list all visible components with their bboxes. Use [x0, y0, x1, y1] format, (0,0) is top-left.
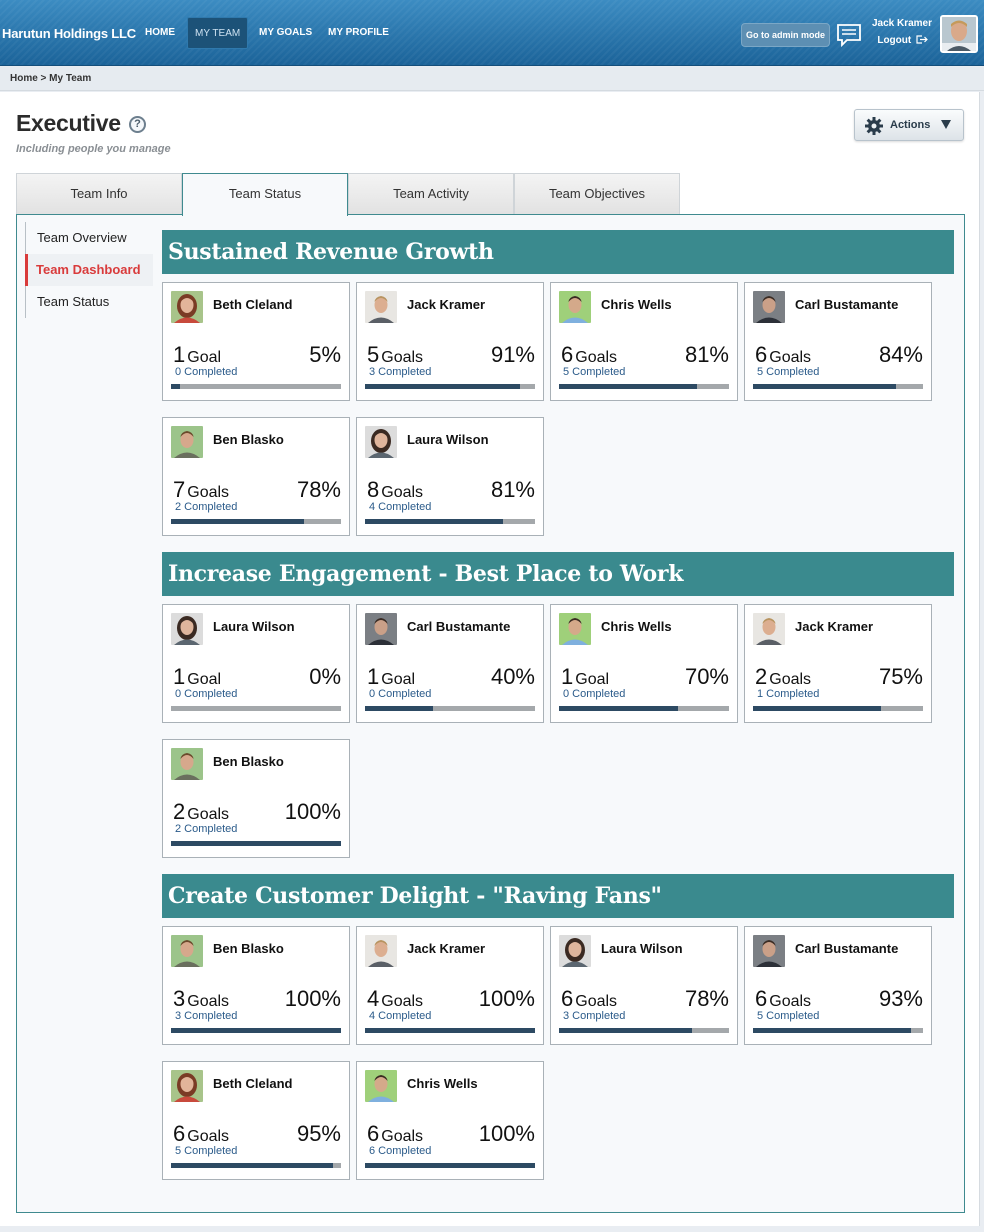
goal-count-number: 6 [367, 1121, 380, 1146]
member-name[interactable]: Carl Bustamante [795, 297, 899, 312]
goal-percent: 70% [684, 664, 729, 689]
completed-count[interactable]: 3 Completed [369, 366, 432, 378]
member-name[interactable]: Laura Wilson [601, 941, 683, 956]
member-goal-card[interactable] [162, 417, 350, 536]
goal-percent: 0% [309, 664, 341, 689]
section-header: Increase Engagement - Best Place to Work [162, 552, 954, 596]
member-name[interactable]: Ben Blasko [213, 941, 284, 956]
completed-count[interactable]: 0 Completed [563, 688, 626, 700]
completed-count[interactable]: 0 Completed [369, 688, 432, 700]
progress-fill [559, 706, 678, 711]
member-goal-card[interactable] [162, 604, 350, 723]
brand-name[interactable]: Harutun Holdings LLC [2, 26, 136, 41]
member-goal-card[interactable] [162, 282, 350, 401]
progress-bar [171, 706, 341, 711]
completed-count[interactable]: 2 Completed [175, 823, 238, 835]
logout-link[interactable] [862, 35, 928, 46]
woman-dark-avatar [171, 613, 203, 645]
top-header [0, 0, 984, 66]
goal-count [367, 986, 423, 1012]
progress-bar [171, 1028, 341, 1033]
goal-count-number: 5 [367, 342, 380, 367]
goal-count-word: Goals [381, 993, 424, 1010]
chat-icon[interactable] [836, 22, 862, 48]
goal-percent: 84% [878, 342, 923, 367]
progress-fill [365, 384, 520, 389]
member-name[interactable]: Jack Kramer [795, 619, 874, 634]
member-name[interactable]: Chris Wells [601, 297, 672, 312]
woman-red-avatar [171, 291, 203, 323]
goal-percent: 100% [478, 986, 535, 1011]
completed-count[interactable]: 4 Completed [369, 501, 432, 513]
member-goal-card[interactable] [162, 926, 350, 1045]
actions-label: Actions [890, 119, 931, 131]
goal-percent: 95% [296, 1121, 341, 1146]
goal-percent: 78% [296, 477, 341, 502]
member-name[interactable]: Laura Wilson [213, 619, 295, 634]
user-avatar[interactable] [940, 15, 978, 53]
logout-icon [916, 35, 928, 44]
member-goal-card[interactable] [744, 604, 932, 723]
goal-count-number: 6 [173, 1121, 186, 1146]
member-goal-card[interactable] [744, 926, 932, 1045]
progress-fill [171, 519, 304, 524]
tab-team-activity[interactable]: Team Activity [348, 173, 514, 215]
goal-percent: 75% [878, 664, 923, 689]
member-name[interactable]: Jack Kramer [407, 941, 486, 956]
man-suit-avatar [753, 935, 785, 967]
member-goal-card[interactable] [356, 1061, 544, 1180]
goal-count-word: Goals [769, 993, 812, 1010]
goal-count-word: Goals [187, 1128, 230, 1145]
completed-count[interactable]: 5 Completed [175, 1145, 238, 1157]
progress-bar [365, 384, 535, 389]
goal-count [173, 1121, 229, 1147]
member-name[interactable]: Ben Blasko [213, 432, 284, 447]
goal-count [755, 664, 811, 690]
goal-percent: 100% [284, 799, 341, 824]
member-goal-card[interactable] [550, 926, 738, 1045]
completed-count[interactable]: 4 Completed [369, 1010, 432, 1022]
member-goal-card[interactable] [550, 604, 738, 723]
goal-count-word: Goals [381, 349, 424, 366]
help-icon[interactable]: ? [129, 116, 146, 133]
completed-count[interactable]: 0 Completed [175, 366, 238, 378]
member-goal-card[interactable] [550, 282, 738, 401]
completed-count[interactable]: 3 Completed [175, 1010, 238, 1022]
goal-count [173, 477, 229, 503]
progress-bar [365, 706, 535, 711]
progress-bar [559, 384, 729, 389]
goal-percent: 5% [309, 342, 341, 367]
goal-percent: 100% [284, 986, 341, 1011]
goal-count-number: 1 [173, 664, 186, 689]
progress-fill [753, 384, 896, 389]
caret-down-icon [941, 120, 951, 129]
member-goal-card[interactable] [356, 417, 544, 536]
man-green-avatar [171, 935, 203, 967]
goal-count [367, 664, 415, 690]
side-nav [25, 222, 154, 318]
nav-my-profile[interactable]: MY PROFILE [328, 27, 389, 38]
progress-fill [753, 706, 881, 711]
nav-my-goals[interactable]: MY GOALS [259, 27, 313, 38]
man-blond-avatar [365, 291, 397, 323]
progress-fill [365, 706, 433, 711]
progress-fill [171, 384, 180, 389]
member-goal-card[interactable] [162, 739, 350, 858]
progress-fill [171, 1163, 333, 1168]
goal-count-word: Goal [187, 671, 222, 688]
goal-count-number: 6 [561, 342, 574, 367]
progress-bar [559, 706, 729, 711]
completed-count[interactable]: 3 Completed [563, 1010, 626, 1022]
progress-bar [753, 706, 923, 711]
page-title: Executive [16, 110, 121, 136]
goal-count [173, 664, 221, 690]
member-goal-card[interactable] [162, 1061, 350, 1180]
section-header: Create Customer Delight - "Raving Fans" [162, 874, 954, 918]
completed-count[interactable]: 0 Completed [175, 688, 238, 700]
nav-my-team[interactable]: MY TEAM [187, 17, 248, 49]
man-blond-avatar [753, 613, 785, 645]
member-name[interactable]: Chris Wells [407, 1076, 478, 1091]
goal-percent: 78% [684, 986, 729, 1011]
completed-count[interactable]: 6 Completed [369, 1145, 432, 1157]
side-item-team-status[interactable]: Team Status [37, 294, 110, 309]
progress-bar [171, 1163, 341, 1168]
member-name[interactable]: Chris Wells [601, 619, 672, 634]
completed-count[interactable]: 5 Completed [757, 366, 820, 378]
man-blue-avatar [365, 1070, 397, 1102]
progress-fill [365, 519, 503, 524]
goal-count [561, 986, 617, 1012]
member-goal-card[interactable] [356, 604, 544, 723]
tab-team-status[interactable]: Team Status [182, 173, 348, 216]
goal-count-number: 1 [367, 664, 380, 689]
progress-bar [753, 1028, 923, 1033]
tab-team-info[interactable]: Team Info [16, 173, 182, 215]
member-name[interactable]: Carl Bustamante [795, 941, 899, 956]
nav-home[interactable]: HOME [145, 27, 175, 38]
completed-count[interactable]: 1 Completed [757, 688, 820, 700]
man-blue-avatar [559, 613, 591, 645]
goal-count-number: 6 [561, 986, 574, 1011]
progress-bar [171, 384, 341, 389]
progress-fill [171, 841, 341, 846]
member-name[interactable]: Beth Cleland [213, 297, 293, 312]
goal-percent: 81% [684, 342, 729, 367]
man-green-avatar [171, 426, 203, 458]
side-item-team-dashboard[interactable]: Team Dashboard [25, 254, 153, 286]
member-name[interactable]: Laura Wilson [407, 432, 489, 447]
goal-count-word: Goals [769, 671, 812, 688]
member-goal-card[interactable] [356, 282, 544, 401]
goal-count-word: Goals [187, 806, 230, 823]
goal-percent: 81% [490, 477, 535, 502]
goal-count [173, 342, 221, 368]
gear-icon [864, 116, 884, 136]
goal-count-word: Goal [381, 671, 416, 688]
member-name[interactable]: Carl Bustamante [407, 619, 511, 634]
goal-count [561, 342, 617, 368]
goal-count-number: 8 [367, 477, 380, 502]
man-green-avatar [171, 748, 203, 780]
goal-count-number: 2 [173, 799, 186, 824]
logout-label: Logout [877, 35, 912, 46]
breadcrumb-bar [0, 67, 984, 91]
goal-count [755, 342, 811, 368]
progress-bar [559, 1028, 729, 1033]
progress-fill [753, 1028, 911, 1033]
woman-red-avatar [171, 1070, 203, 1102]
member-goal-card[interactable] [744, 282, 932, 401]
progress-fill [559, 1028, 692, 1033]
page-subtitle: Including people you manage [16, 143, 171, 155]
actions-button[interactable] [854, 109, 964, 141]
goal-count-number: 6 [755, 342, 768, 367]
progress-bar [171, 841, 341, 846]
progress-bar [365, 519, 535, 524]
admin-mode-button[interactable]: Go to admin mode [741, 23, 830, 47]
member-name[interactable]: Jack Kramer [407, 297, 486, 312]
goal-count-word: Goals [187, 484, 230, 501]
goal-count [367, 342, 423, 368]
goal-count-number: 2 [755, 664, 768, 689]
goal-percent: 91% [490, 342, 535, 367]
goal-count [755, 986, 811, 1012]
section-header: Sustained Revenue Growth [162, 230, 954, 274]
goal-count [561, 664, 609, 690]
woman-dark-avatar [365, 426, 397, 458]
completed-count[interactable]: 5 Completed [563, 366, 626, 378]
man-suit-avatar [753, 291, 785, 323]
goal-count-word: Goal [187, 349, 222, 366]
breadcrumb[interactable]: Home > My Team [10, 73, 92, 84]
tab-team-objectives[interactable]: Team Objectives [514, 173, 680, 215]
man-blue-avatar [559, 291, 591, 323]
goal-count-word: Goals [769, 349, 812, 366]
goal-count-number: 3 [173, 986, 186, 1011]
goal-count-word: Goals [575, 349, 618, 366]
member-goal-card[interactable] [356, 926, 544, 1045]
completed-count[interactable]: 5 Completed [757, 1010, 820, 1022]
man-blond-avatar [365, 935, 397, 967]
goal-count-number: 1 [173, 342, 186, 367]
goal-count-word: Goal [575, 671, 610, 688]
goal-percent: 40% [490, 664, 535, 689]
goal-count-word: Goals [187, 993, 230, 1010]
side-item-team-overview[interactable]: Team Overview [37, 230, 127, 245]
progress-fill [365, 1028, 535, 1033]
member-name[interactable]: Ben Blasko [213, 754, 284, 769]
member-name[interactable]: Beth Cleland [213, 1076, 293, 1091]
goal-count-number: 4 [367, 986, 380, 1011]
goal-count-number: 1 [561, 664, 574, 689]
progress-bar [171, 519, 341, 524]
goal-count [367, 1121, 423, 1147]
goal-count [367, 477, 423, 503]
user-name[interactable]: Jack Kramer [871, 18, 932, 29]
woman-dark-avatar [559, 935, 591, 967]
progress-bar [753, 384, 923, 389]
goal-count [173, 986, 229, 1012]
goal-count-word: Goals [575, 993, 618, 1010]
goal-percent: 93% [878, 986, 923, 1011]
progress-fill [171, 1028, 341, 1033]
progress-bar [365, 1163, 535, 1168]
goal-percent: 100% [478, 1121, 535, 1146]
progress-fill [365, 1163, 535, 1168]
man-suit-avatar [365, 613, 397, 645]
completed-count[interactable]: 2 Completed [175, 501, 238, 513]
goal-count-number: 6 [755, 986, 768, 1011]
goal-count-word: Goals [381, 484, 424, 501]
goal-count-number: 7 [173, 477, 186, 502]
goal-count-word: Goals [381, 1128, 424, 1145]
goal-count [173, 799, 229, 825]
progress-fill [559, 384, 697, 389]
progress-bar [365, 1028, 535, 1033]
